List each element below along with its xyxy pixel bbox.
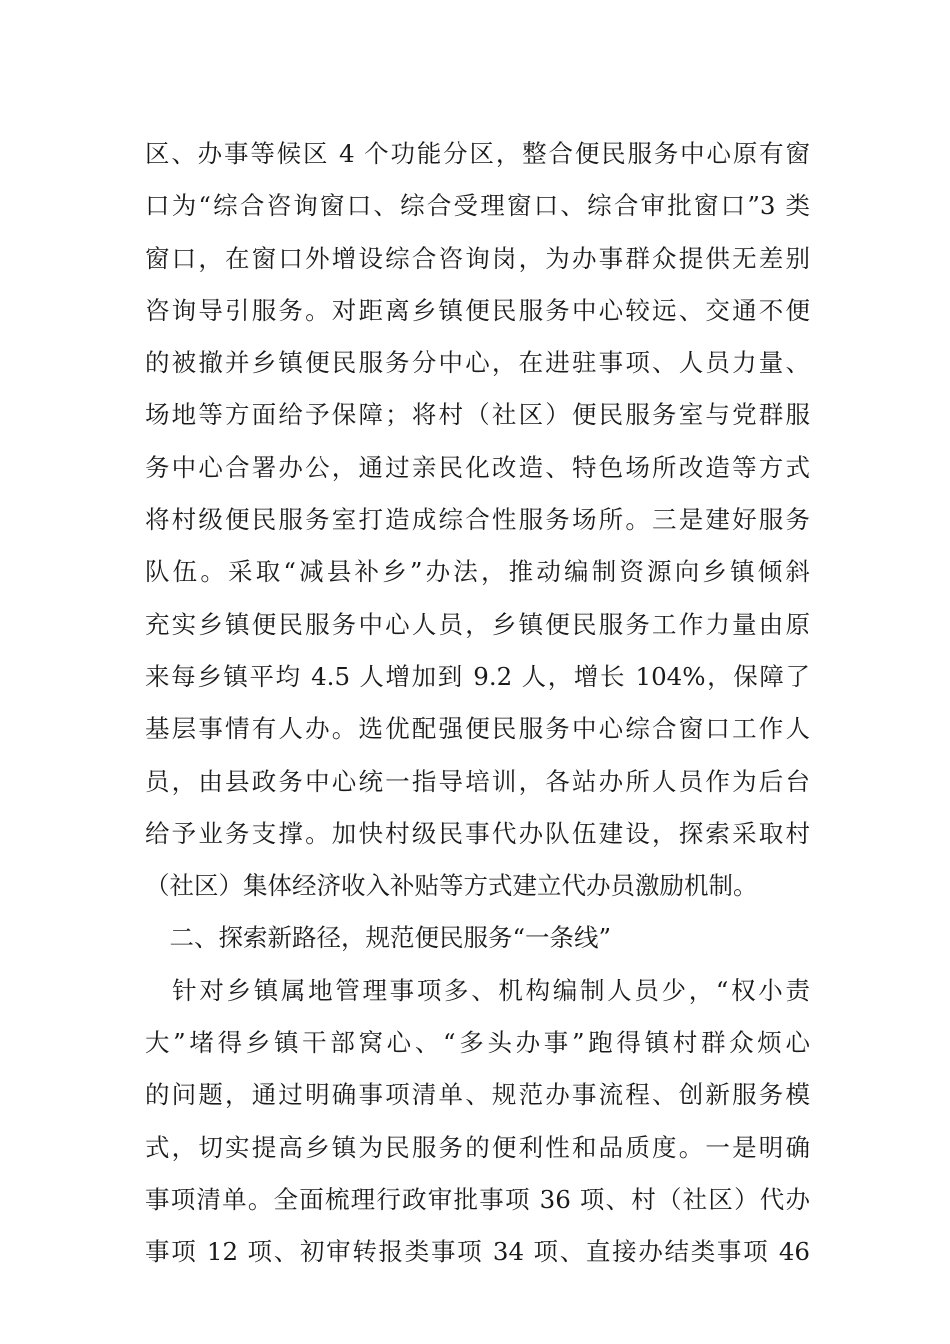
text-line: 务中心合署办公，通过亲民化改造、特色场所改造等方式: [145, 452, 810, 482]
text-line: 队伍。采取“减县补乡”办法，推动编制资源向乡镇倾斜: [145, 557, 810, 587]
section-heading: 二、探索新路径，规范便民服务“一条线”: [145, 923, 612, 953]
text-line: 的问题，通过明确事项清单、规范办事流程、创新服务模: [145, 1080, 810, 1110]
text-line: 来每乡镇平均 4.5 人增加到 9.2 人，增长 104%，保障了: [145, 661, 810, 691]
body-text: [145, 128, 810, 1279]
text-line: 窗口，在窗口外增设综合咨询岗，为办事群众提供无差别: [145, 243, 810, 273]
text-line: 将村级便民服务室打造成综合性服务场所。三是建好服务: [145, 505, 810, 535]
text-line: 区、办事等候区 4 个功能分区，整合便民服务中心原有窗: [145, 139, 810, 168]
text-line: 给予业务支撑。加快村级民事代办队伍建设，探索采取村: [145, 818, 810, 848]
text-line: 式，切实提高乡镇为民服务的便利性和品质度。一是明确: [145, 1132, 810, 1162]
text-line: 针对乡镇属地管理事项多、机构编制人员少，“权小责: [145, 975, 810, 1005]
text-line: 大”堵得乡镇干部窝心、“多头办事”跑得镇村群众烦心: [145, 1028, 810, 1058]
text-line: （社区）集体经济收入补贴等方式建立代办员激励机制。: [145, 871, 758, 901]
text-line: 事项 12 项、初审转报类事项 34 项、直接办结类事项 46: [145, 1237, 810, 1267]
text-line: 事项清单。全面梳理行政审批事项 36 项、村（社区）代办: [145, 1184, 810, 1214]
text-line: 口为“综合咨询窗口、综合受理窗口、综合审批窗口”3 类: [145, 191, 810, 221]
text-line: 的被撤并乡镇便民服务分中心，在进驻事项、人员力量、: [145, 348, 810, 378]
text-line: 咨询导引服务。对距离乡镇便民服务中心较远、交通不便: [145, 295, 810, 325]
text-line: 员，由县政务中心统一指导培训，各站办所人员作为后台: [145, 766, 810, 796]
text-line: 充实乡镇便民服务中心人员，乡镇便民服务工作力量由原: [145, 609, 810, 639]
text-line: 场地等方面给予保障；将村（社区）便民服务室与党群服: [145, 400, 810, 430]
text-line: 基层事情有人办。选优配强便民服务中心综合窗口工作人: [145, 714, 810, 744]
